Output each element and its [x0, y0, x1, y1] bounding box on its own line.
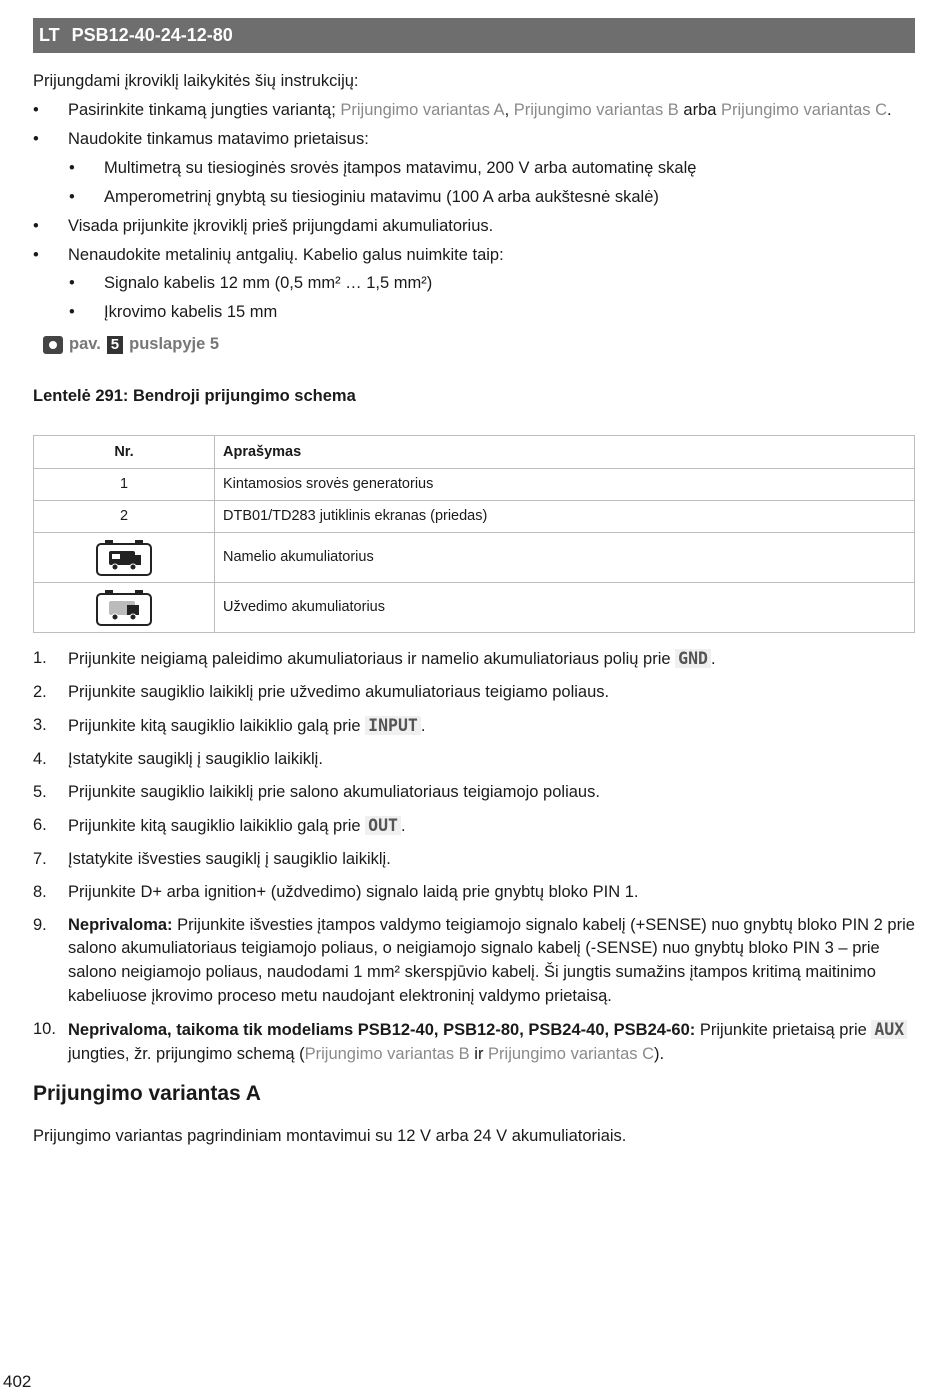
- text: .: [400, 816, 406, 835]
- house-battery-icon: [95, 539, 153, 577]
- link-variant-c[interactable]: Prijungimo variantas C: [721, 100, 887, 119]
- language-code: LT: [39, 25, 60, 46]
- steps-list: [33, 647, 915, 1067]
- link-variant-a[interactable]: Prijungimo variantas A: [340, 100, 505, 119]
- list-item: • Nenaudokite metalinių antgalių. Kabelio galus nuimkite taip:: [33, 244, 915, 268]
- section-title: Prijungimo variantas A: [33, 1082, 261, 1106]
- terminal-label: AUX: [871, 1020, 907, 1039]
- text: arba: [678, 100, 722, 119]
- text: Prijunkite D+ arba ignition+ (uždvedimo) signalo laidą prie gnybtų bloko PIN 1.: [68, 882, 639, 901]
- starter-battery-icon: [95, 589, 153, 627]
- step-number: 8.: [33, 882, 47, 901]
- camera-icon: [43, 336, 63, 354]
- sub-list-item: • Multimetrą su tiesioginės srovės įtampos matavimu, 200 V arba automatinę skalę: [33, 157, 915, 181]
- text: Prijunkite neigiamą paleidimo akumuliatoriaus ir namelio akumuliatoriaus polių prie: [68, 650, 676, 669]
- step-number: 4.: [33, 749, 47, 768]
- column-header-description: Aprašymas: [215, 436, 915, 469]
- step-number: 10.: [33, 1020, 56, 1039]
- link-variant-b[interactable]: Prijungimo variantas B: [304, 1045, 470, 1064]
- step-item: [33, 848, 915, 872]
- cell-desc: Kintamosios srovės generatorius: [215, 469, 915, 501]
- figure-number: 5: [107, 336, 123, 354]
- figure-reference[interactable]: [43, 333, 915, 357]
- cell-desc: DTB01/TD283 jutiklinis ekranas (priedas): [215, 501, 915, 533]
- text: Prijunkite saugiklio laikiklį prie užvedimo akumuliatoriaus teigiamo poliaus.: [68, 683, 610, 702]
- step-number: 2.: [33, 683, 47, 702]
- optional-label: Neprivaloma, taikoma tik modeliams PSB12-40, PSB12-80, PSB24-40, PSB24-60:: [68, 1021, 696, 1040]
- text: ).: [654, 1045, 665, 1064]
- text: Prijunkite saugiklio laikiklį prie salono akumuliatoriaus teigiamojo poliaus.: [68, 782, 600, 801]
- text: .: [710, 650, 716, 669]
- sub-list-item: • Amperometrinį gnybtą su tiesioginiu matavimu (100 A arba aukštesnė skalė): [33, 186, 915, 210]
- text: Įstatykite saugiklį į saugiklio laikiklį.: [68, 749, 323, 768]
- step-number: 9.: [33, 915, 47, 934]
- text: Prijunkite kitą saugiklio laikiklio galą prie: [68, 816, 366, 835]
- table-row: [34, 583, 915, 633]
- step-item: [33, 681, 915, 705]
- text: jungties, žr. prijungimo schemą (: [68, 1045, 305, 1064]
- text: Prijunkite prietaisą prie: [695, 1021, 872, 1040]
- step-item: [33, 881, 915, 905]
- cell-nr: 2: [34, 501, 215, 533]
- column-header-nr: Nr.: [34, 436, 215, 469]
- optional-label: Neprivaloma:: [68, 915, 173, 934]
- step-number: 5.: [33, 782, 47, 801]
- step-item: [33, 814, 915, 839]
- figref-label: pav.: [69, 335, 101, 354]
- step-number: 1.: [33, 649, 47, 668]
- step-item: [33, 914, 915, 1010]
- list-item: • Visada prijunkite įkroviklį prieš prijungdami akumuliatorius.: [33, 215, 915, 239]
- cell-icon: [34, 533, 215, 583]
- connection-table: [33, 435, 915, 633]
- table-row: [34, 533, 915, 583]
- step-number: 3.: [33, 715, 47, 734]
- table-row: [34, 501, 915, 533]
- table-row: [34, 469, 915, 501]
- cell-desc: Namelio akumuliatorius: [215, 533, 915, 583]
- list-item: [33, 99, 915, 123]
- step-number: 7.: [33, 849, 47, 868]
- model-name: PSB12-40-24-12-80: [71, 25, 233, 46]
- intro-text: Prijungdami įkroviklį laikykitės šių instrukcijų:: [33, 72, 359, 90]
- page-number: 402: [3, 1372, 32, 1391]
- table-caption: Lentelė 291: Bendroji prijungimo schema: [33, 387, 356, 406]
- step-item: [33, 714, 915, 739]
- main-content: [33, 70, 915, 1149]
- text: Įstatykite išvesties saugiklį į saugiklio laikiklį.: [68, 849, 391, 868]
- step-number: 6.: [33, 815, 47, 834]
- instruction-list: [33, 99, 915, 325]
- section-text: Prijungimo variantas pagrindiniam montavimui su 12 V arba 24 V akumuliatoriais.: [33, 1127, 627, 1146]
- sub-list-item: • Įkrovimo kabelis 15 mm: [33, 301, 915, 325]
- text: Pasirinkite tinkamą jungties variantą;: [68, 100, 341, 119]
- terminal-label: GND: [675, 649, 711, 668]
- cell-desc: Užvedimo akumuliatorius: [215, 583, 915, 633]
- step-item: [33, 1018, 915, 1067]
- text: .: [420, 716, 426, 735]
- table-header-row: [34, 436, 915, 469]
- step-item: [33, 748, 915, 772]
- list-item: • Naudokite tinkamus matavimo prietaisus:: [33, 128, 915, 152]
- cell-icon: [34, 583, 215, 633]
- sub-list-item: • Signalo kabelis 12 mm (0,5 mm² … 1,5 mm²): [33, 272, 915, 296]
- step-item: [33, 647, 915, 672]
- terminal-label: OUT: [365, 816, 401, 835]
- text: Prijunkite kitą saugiklio laikiklio galą prie: [68, 716, 366, 735]
- link-variant-c[interactable]: Prijungimo variantas C: [488, 1045, 655, 1064]
- link-variant-b[interactable]: Prijungimo variantas B: [513, 100, 679, 119]
- text: ir: [469, 1045, 489, 1064]
- terminal-label: INPUT: [365, 716, 421, 735]
- step-item: [33, 781, 915, 805]
- figref-page: puslapyje 5: [129, 335, 220, 354]
- text: Prijunkite išvesties įtampos valdymo teigiamojo signalo kabelį (+SENSE) nuo gnybtų bloko PIN 2 prie salono akumuliatoriaus teigiamojo poliaus, o neigiamojo signalo kabelį (-SENSE) nuo gnybtų bloko PIN 3 – prie salono neigiamojo poliaus, naudodami 1 mm² skerspjūvio kabelį. Ši jungtis sumažins įtampos kritimą maitinimo kabeliuose įkrovimo proceso metu naudojant elektroninį valdymo prietaisą.: [68, 915, 915, 1006]
- text: ,: [504, 100, 514, 119]
- page-header: [33, 18, 915, 53]
- cell-nr: 1: [34, 469, 215, 501]
- text: .: [887, 100, 892, 119]
